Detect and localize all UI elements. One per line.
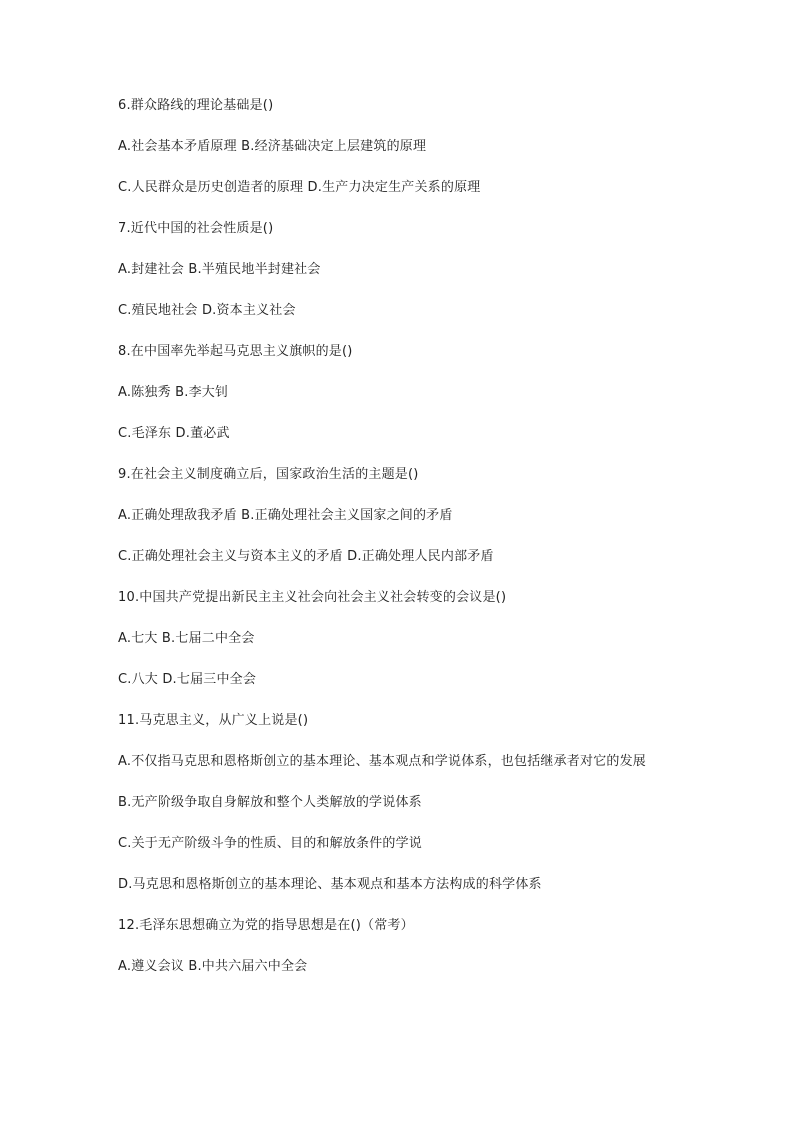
question-6-options-ab: A.社会基本矛盾原理 B.经济基础决定上层建筑的原理: [118, 139, 427, 154]
question-10-options-ab: A.七大 B.七届二中全会: [118, 631, 255, 646]
question-7: 7.近代中国的社会性质是(): [118, 221, 274, 236]
question-11-option-a: A.不仅指马克思和恩格斯创立的基本理论、基本观点和学说体系，也包括继承者对它的发展: [118, 754, 646, 769]
question-11-option-d: D.马克思和恩格斯创立的基本理论、基本观点和基本方法构成的科学体系: [118, 877, 542, 892]
question-text-block: [118, 96, 678, 976]
question-7-options-cd: C.殖民地社会 D.资本主义社会: [118, 303, 296, 318]
question-12-options-ab: A.遵义会议 B.中共六届六中全会: [118, 959, 308, 974]
question-10-options-cd: C.八大 D.七届三中全会: [118, 672, 257, 687]
question-11-option-b: B.无产阶级争取自身解放和整个人类解放的学说体系: [118, 795, 422, 810]
question-11-option-c: C.关于无产阶级斗争的性质、目的和解放条件的学说: [118, 836, 423, 851]
question-8-options-ab: A.陈独秀 B.李大钊: [118, 385, 229, 400]
question-7-options-ab: A.封建社会 B.半殖民地半封建社会: [118, 262, 321, 277]
question-6-options-cd: C.人民群众是历史创造者的原理 D.生产力决定生产关系的原理: [118, 180, 481, 195]
question-8-options-cd: C.毛泽东 D.董必武: [118, 426, 230, 441]
question-12: 12.毛泽东思想确立为党的指导思想是在()（常考）: [118, 918, 414, 933]
question-9: 9.在社会主义制度确立后，国家政治生活的主题是(): [118, 467, 419, 482]
question-10: 10.中国共产党提出新民主主义社会向社会主义社会转变的会议是(): [118, 590, 507, 605]
question-9-options-cd: C.正确处理社会主义与资本主义的矛盾 D.正确处理人民内部矛盾: [118, 549, 494, 564]
question-6: 6.群众路线的理论基础是(): [118, 98, 274, 113]
question-11: 11.马克思主义，从广义上说是(): [118, 713, 309, 728]
question-8: 8.在中国率先举起马克思主义旗帜的是(): [118, 344, 353, 359]
question-9-options-ab: A.正确处理敌我矛盾 B.正确处理社会主义国家之间的矛盾: [118, 508, 453, 523]
